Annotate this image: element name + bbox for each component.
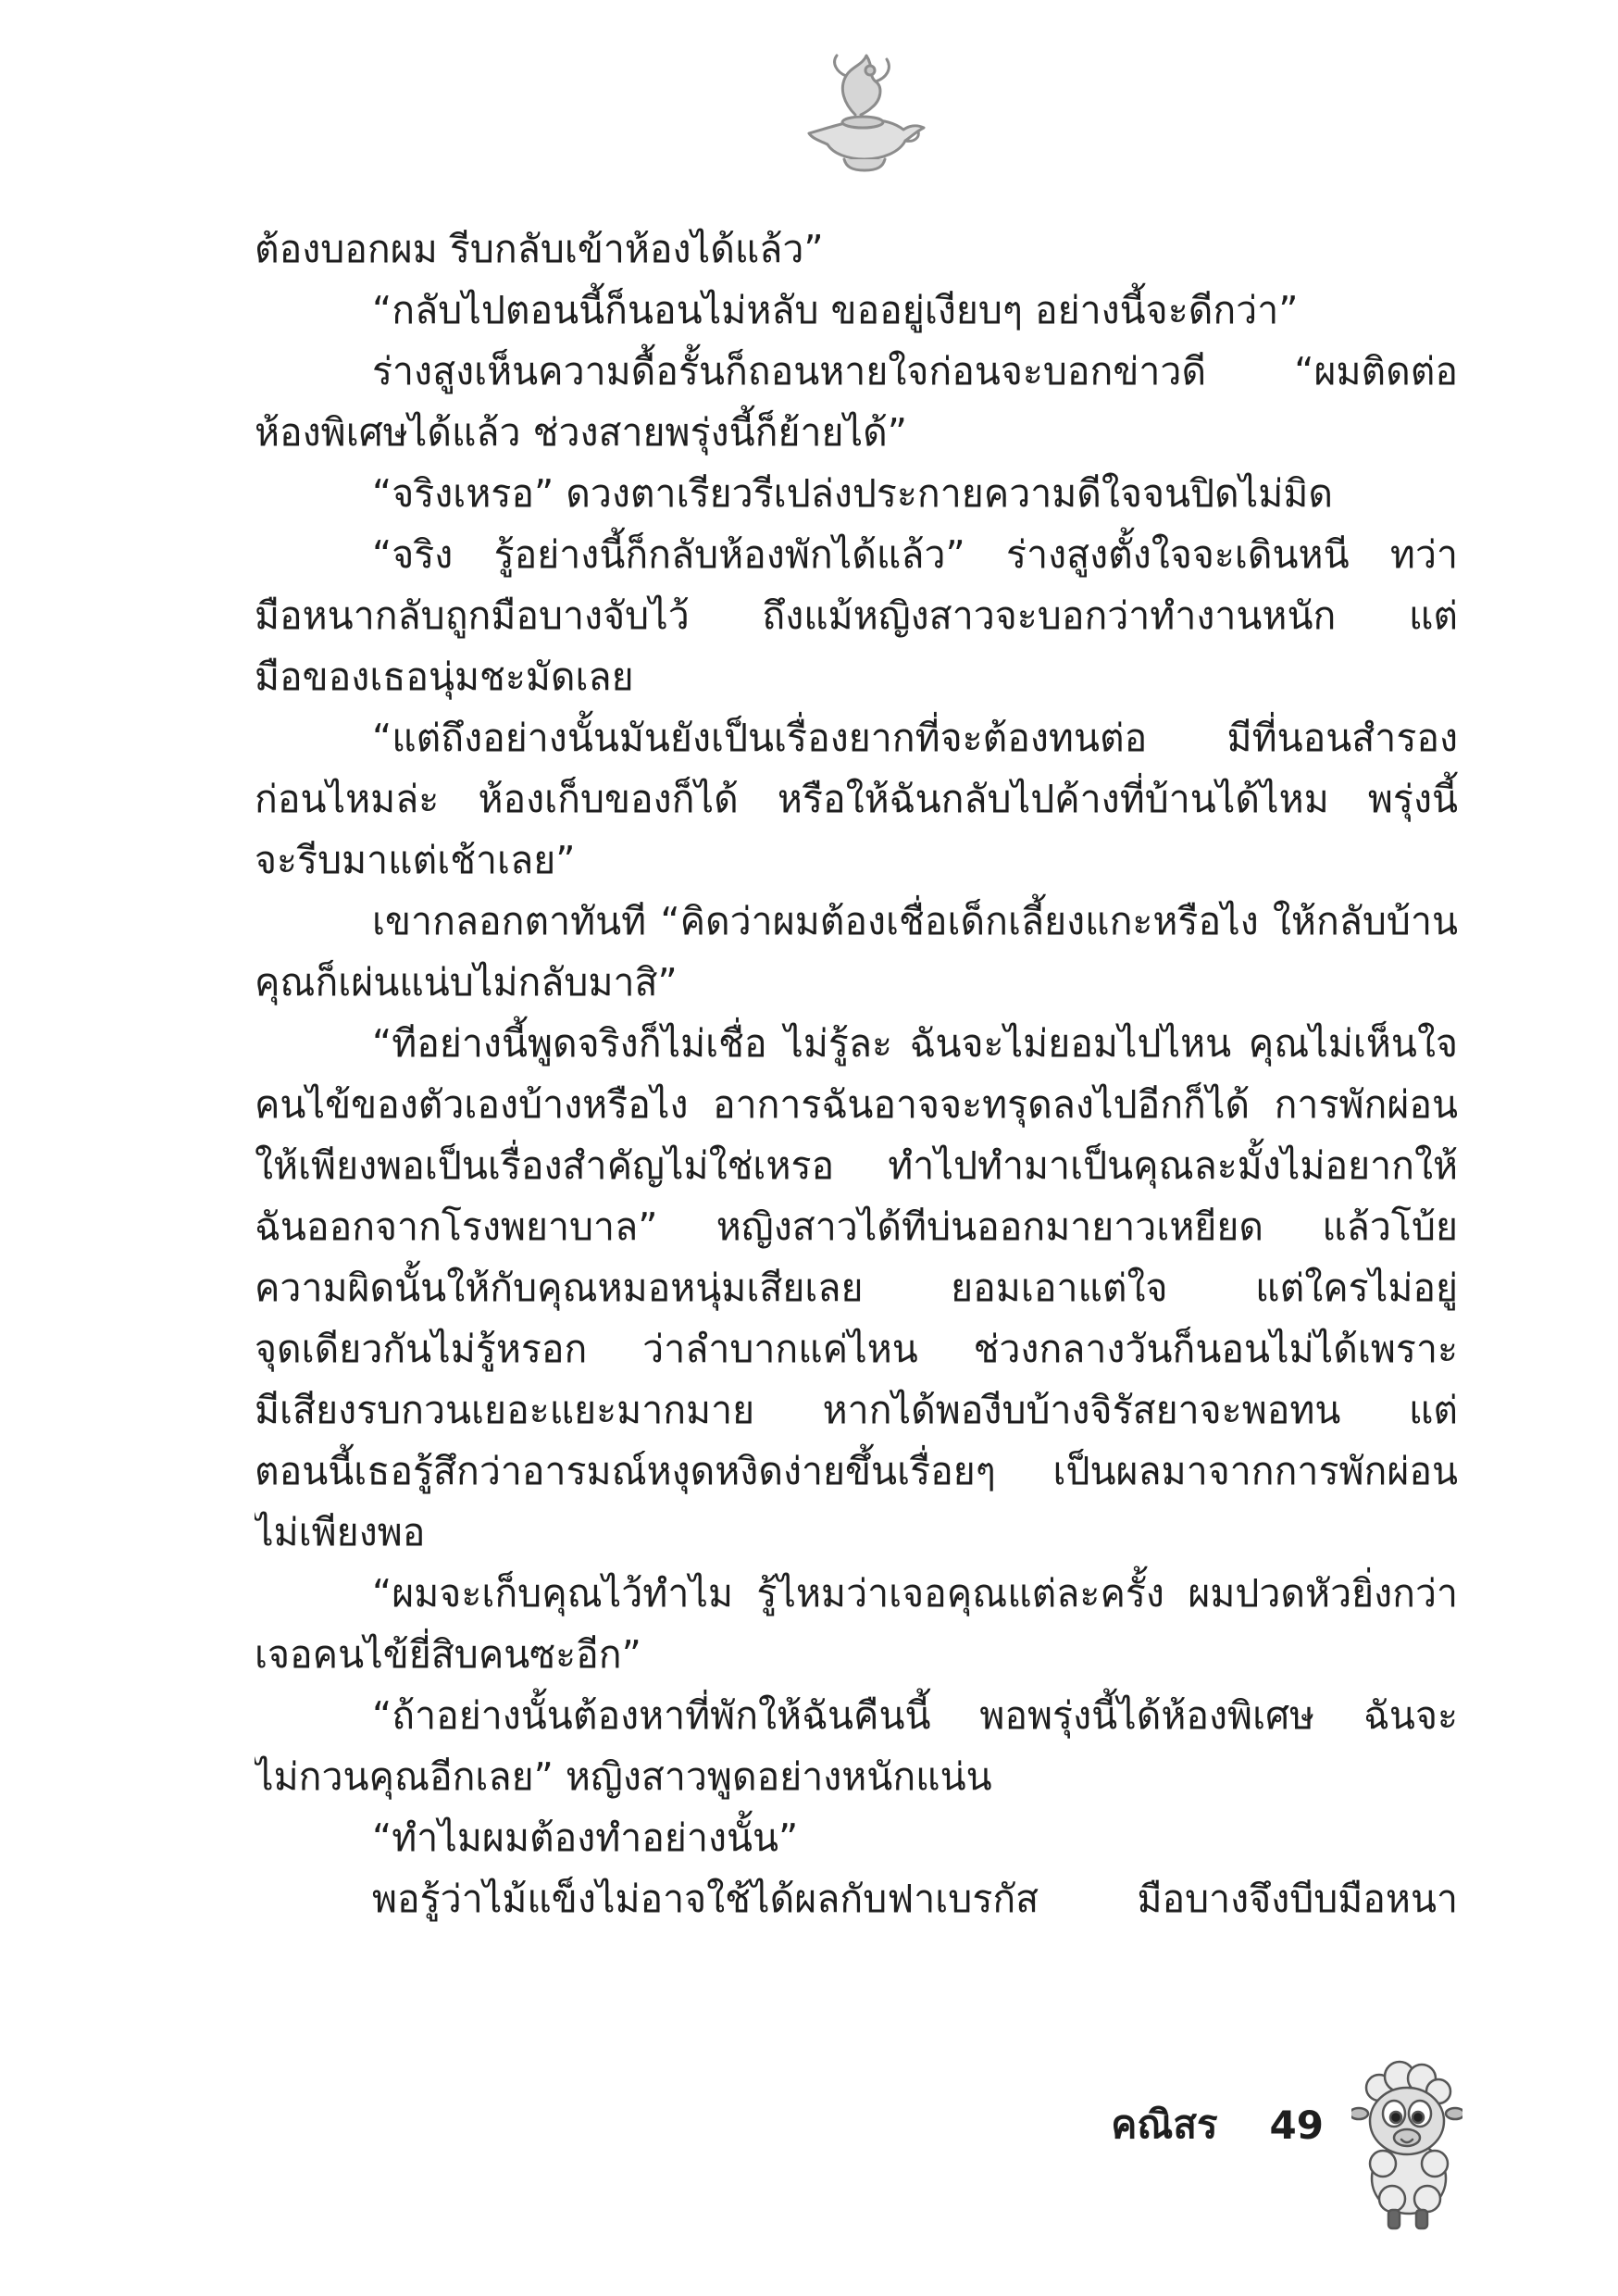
text-line: ห้องพิเศษได้แล้ว ช่วงสายพรุ่งนี้ก็ย้ายได้” bbox=[255, 410, 908, 455]
text-line: ฉันออกจากโรงพยาบาล” หญิงสาวได้ทีบ่นออกมายาวเหยียด แล้วโบ้ย bbox=[255, 1204, 1458, 1249]
text-line: ตอนนี้เธอรู้สึกว่าอารมณ์หงุดหงิดง่ายขึ้นเรื่อยๆ เป็นผลมาจากการพักผ่อน bbox=[255, 1449, 1458, 1493]
text-line: คนไข้ของตัวเองบ้างหรือไง อาการฉันอาจจะทรุดลงไปอีกก็ได้ การพักผ่อน bbox=[255, 1082, 1458, 1127]
text-line: ให้เพียงพอเป็นเรื่องสำคัญไม่ใช่เหรอ ทำไปทำมาเป็นคุณละมั้งไม่อยากให้ bbox=[255, 1143, 1458, 1188]
magic-lamp-icon bbox=[790, 48, 929, 178]
sheep-icon bbox=[1351, 2060, 1462, 2236]
text-line: เจอคนไข้ยี่สิบคนซะอีก” bbox=[255, 1632, 641, 1677]
text-line: มีเสียงรบกวนเยอะแยะมากมาย หากได้พองีบบ้างจิรัสยาจะพอทน แต่ bbox=[255, 1388, 1458, 1432]
text-line: “ผมจะเก็บคุณไว้ทำไม รู้ไหมว่าเจอคุณแต่ละครั้ง ผมปวดหัวยิ่งกว่า bbox=[372, 1571, 1458, 1616]
text-line: ไม่กวนคุณอีกเลย” หญิงสาวพูดอย่างหนักแน่น bbox=[255, 1754, 992, 1799]
text-line: มือหนากลับถูกมือบางจับไว้ ถึงแม้หญิงสาวจะบอกว่าทำงานหนัก แต่ bbox=[255, 593, 1458, 638]
text-line: ความผิดนั้นให้กับคุณหมอหนุ่มเสียเลย ยอมเอาแต่ใจ แต่ใครไม่อยู่ bbox=[255, 1266, 1458, 1310]
text-line: คุณก็เผ่นแน่บไม่กลับมาสิ” bbox=[255, 960, 678, 1004]
text-line: “ถ้าอย่างนั้นต้องหาที่พักให้ฉันคืนนี้ พอพรุ่งนี้ได้ห้องพิเศษ ฉันจะ bbox=[372, 1693, 1458, 1738]
text-line: จุดเดียวกันไม่รู้หรอก ว่าลำบากแค่ไหน ช่วงกลางวันก็นอนไม่ได้เพราะ bbox=[255, 1327, 1458, 1371]
text-line: ก่อนไหมล่ะ ห้องเก็บของก็ได้ หรือให้ฉันกลับไปค้างที่บ้านได้ไหม พรุ่งนี้ bbox=[255, 777, 1458, 821]
page-number: 49 bbox=[1269, 2102, 1324, 2148]
text-line: “กลับไปตอนนี้ก็นอนไม่หลับ ขออยู่เงียบๆ อย่างนี้จะดีกว่า” bbox=[372, 288, 1299, 332]
text-line: “ทำไมผมต้องทำอย่างนั้น” bbox=[372, 1816, 799, 1860]
text-line: “จริง รู้อย่างนี้ก็กลับห้องพักได้แล้ว” ร่างสูงตั้งใจจะเดินหนี ทว่า bbox=[372, 532, 1458, 577]
text-line: ไม่เพียงพอ bbox=[255, 1510, 426, 1554]
text-line: “จริงเหรอ” ดวงตาเรียวรีเปล่งประกายความดีใจจนปิดไม่มิด bbox=[372, 471, 1333, 516]
text-line: “แต่ถึงอย่างนั้นมันยังเป็นเรื่องยากที่จะต้องทนต่อ มีที่นอนสำรอง bbox=[372, 716, 1458, 760]
text-line: เขากลอกตาทันที “คิดว่าผมต้องเชื่อเด็กเลี้ยงแกะหรือไง ให้กลับบ้าน bbox=[372, 899, 1458, 943]
author-name: คณิสร bbox=[1111, 2102, 1218, 2147]
text-line: พอรู้ว่าไม้แข็งไม่อาจใช้ได้ผลกับฟาเบรกัส มือบางจึงบีบมือหนา bbox=[372, 1877, 1458, 1921]
page-footer bbox=[1111, 2094, 1324, 2155]
text-line: ร่างสูงเห็นความดื้อรั้นก็ถอนหายใจก่อนจะบอกข่าวดี “ผมติดต่อ bbox=[372, 349, 1458, 393]
text-line: “ทีอย่างนี้พูดจริงก็ไม่เชื่อ ไม่รู้ละ ฉันจะไม่ยอมไปไหน คุณไม่เห็นใจ bbox=[372, 1021, 1458, 1066]
text-line: มือของเธอนุ่มชะมัดเลย bbox=[255, 655, 634, 699]
text-line: จะรีบมาแต่เช้าเลย” bbox=[255, 838, 576, 882]
text-line: ต้องบอกผม รีบกลับเข้าห้องได้แล้ว” bbox=[255, 227, 824, 271]
